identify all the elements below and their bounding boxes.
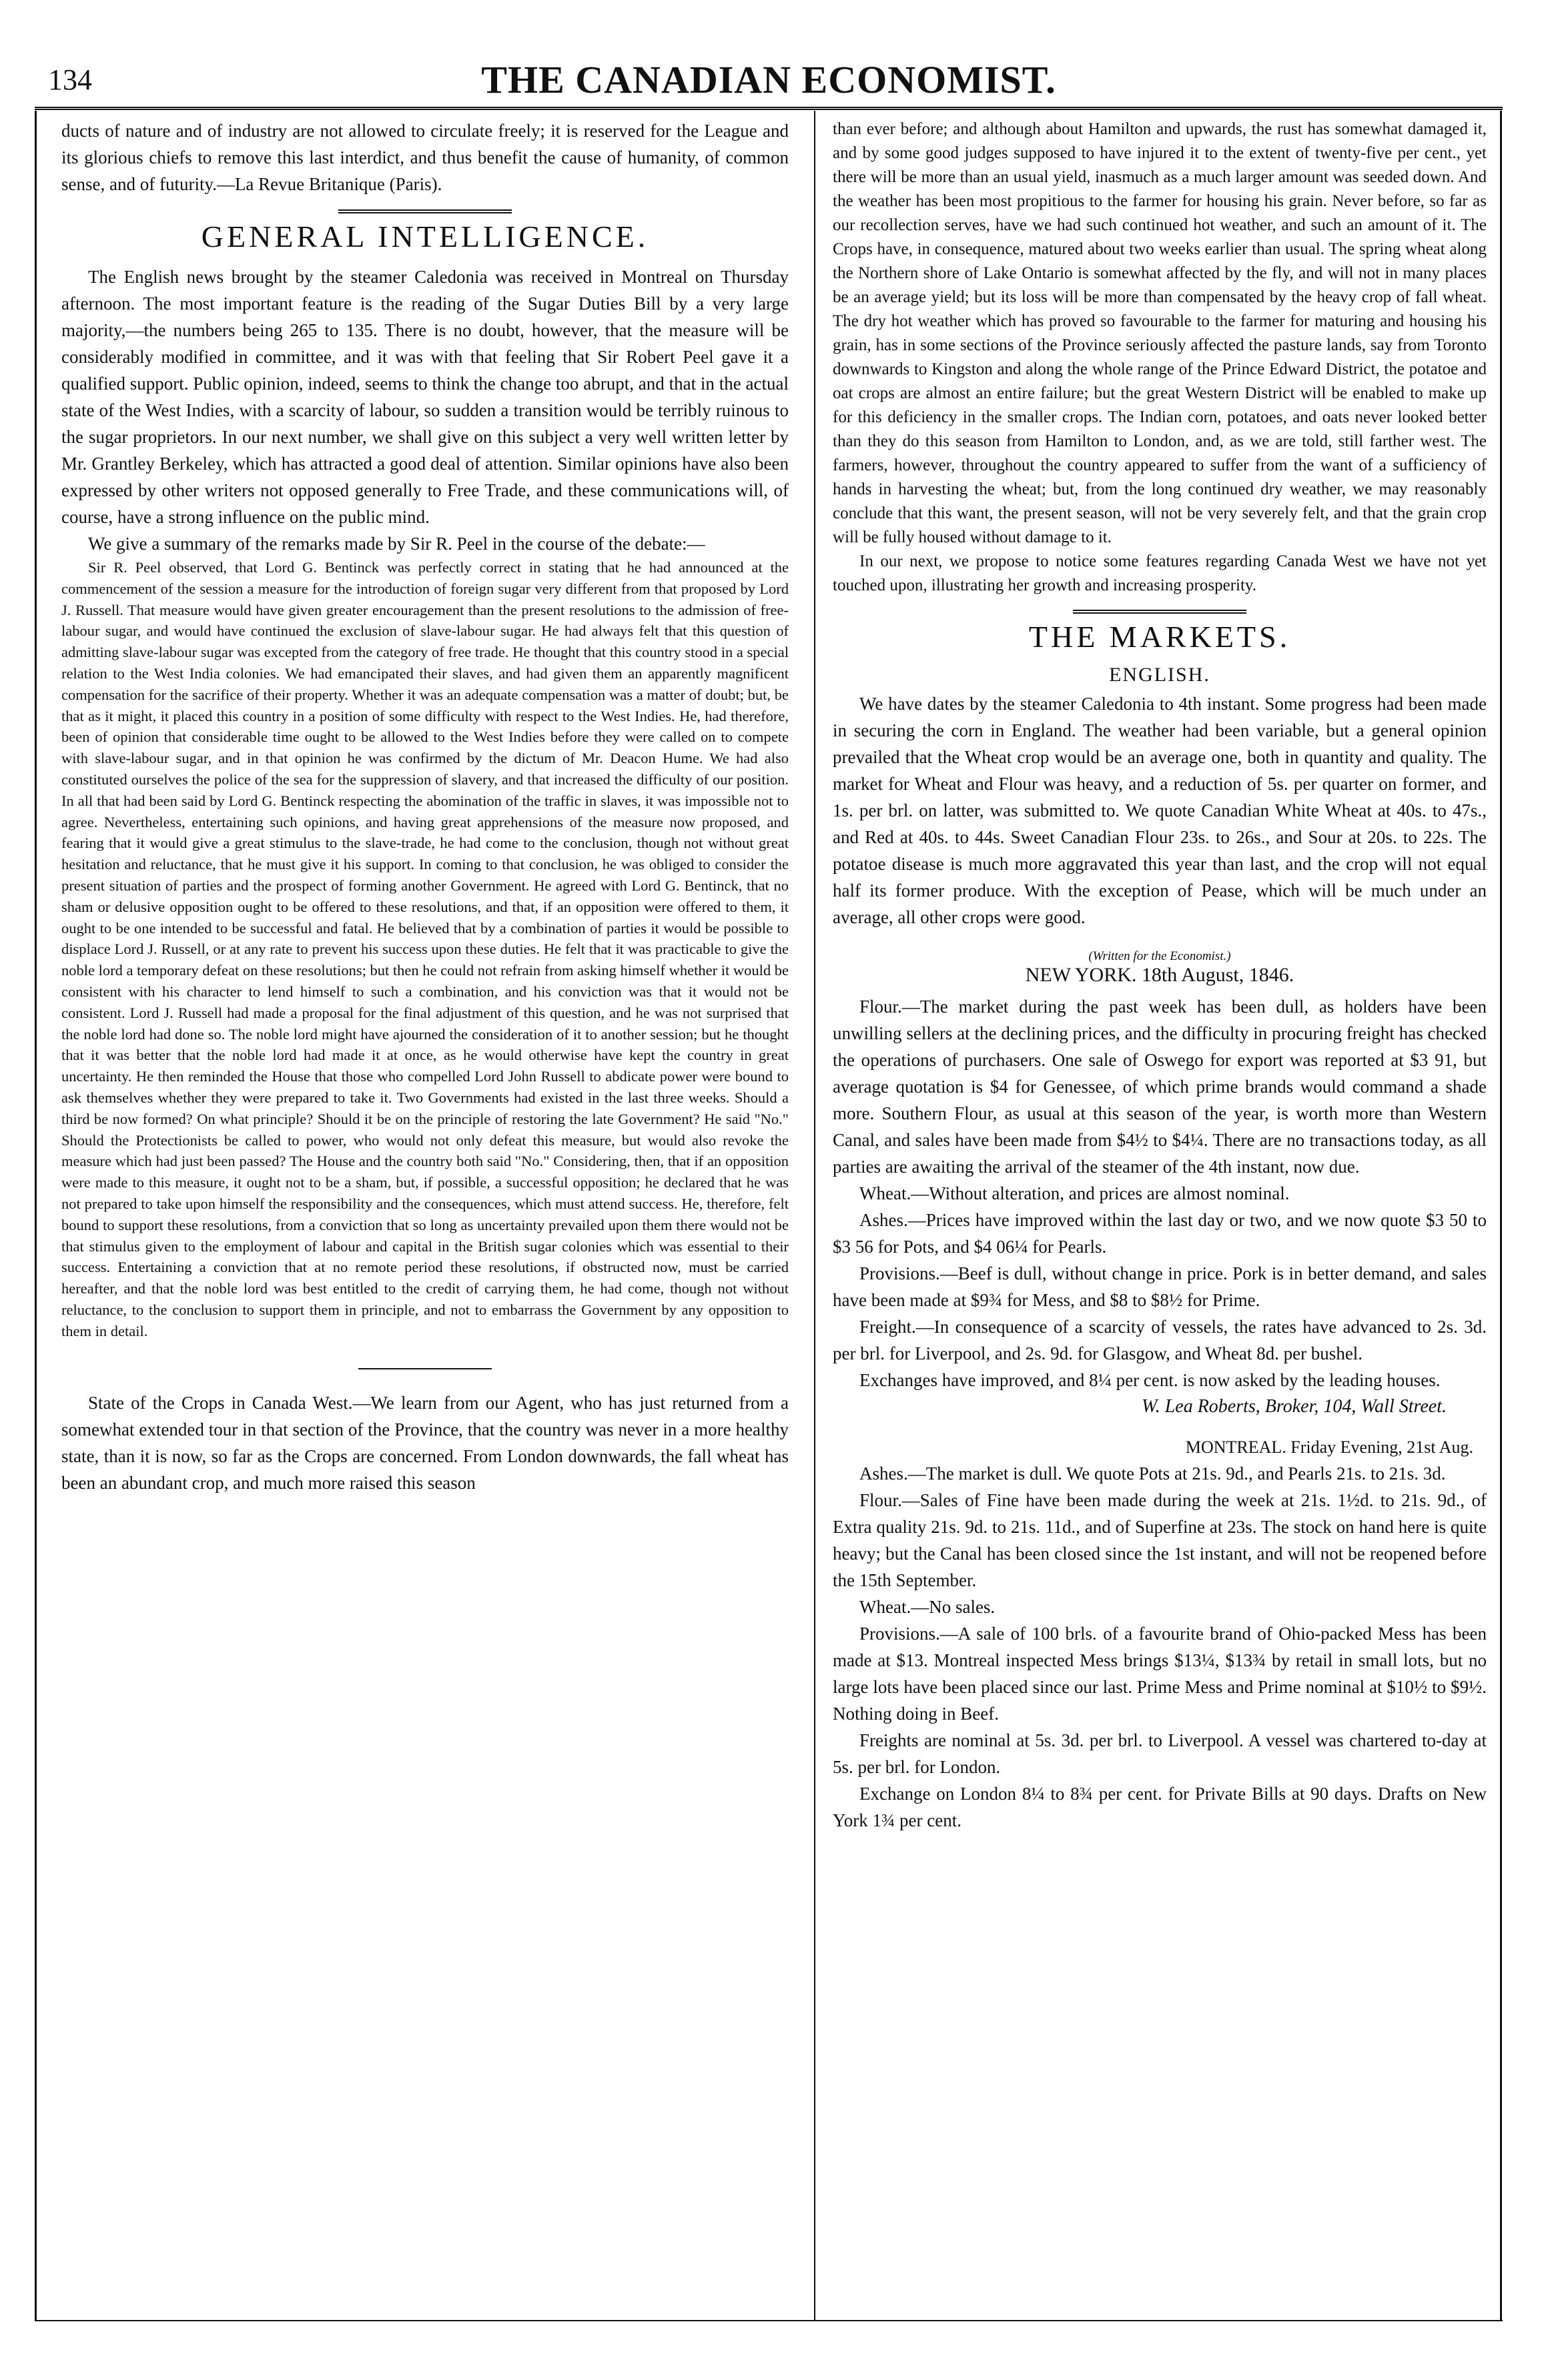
left-column <box>61 117 789 2319</box>
ny-wheat-paragraph: Wheat.—Without alteration, and prices are almost nominal. <box>859 1183 1290 1203</box>
written-for-note: (Written for the Economist.) <box>1088 949 1231 963</box>
new-york-heading: NEW YORK. 18th August, 1846. <box>1025 964 1294 986</box>
mtl-flour-paragraph: Flour.—Sales of Fine have been made during the week at 21s. 1½d. to 21s. 9d., of Extra quality 21s. 9d. to 21s. 11d., and of Superfine at 23s. The stock on hand here is quite heavy; but the Canal has been closed since the 1st instant, and will not be reopened before the 15th September. <box>833 1490 1487 1590</box>
crops-next-paragraph: In our next, we propose to notice some features regarding Canada West we have not yet touched upon, illustrating her growth and increasing prosperity. <box>833 552 1487 594</box>
page-number: 134 <box>48 63 92 96</box>
page-header <box>35 53 1503 109</box>
ny-freight-paragraph: Freight.—In consequence of a scarcity of vessels, the rates have advanced to 2s. 3d. per brl. for Liverpool, and 2s. 9d. for Glasgow, and Wheat 8d. per bushel. <box>833 1317 1487 1363</box>
right-column <box>833 117 1487 2319</box>
broker-signature: W. Lea Roberts, Broker, 104, Wall Street. <box>1141 1396 1447 1417</box>
section-rule <box>1073 610 1246 614</box>
ny-ashes-paragraph: Ashes.—Prices have improved within the last day or two, and we now quote $3 50 to $3 56 for Pots, and $4 06¼ for Pearls. <box>833 1210 1487 1257</box>
mtl-wheat-paragraph: Wheat.—No sales. <box>859 1597 996 1617</box>
general-intelligence-heading: GENERAL INTELLIGENCE. <box>201 219 649 253</box>
frame-right-rule <box>1500 111 1502 2320</box>
ny-flour-paragraph: Flour.—The market during the past week has been dull, as holders have been unwilling sellers at the declining prices, and the difficulty in procuring freight has checked the operations of purchasers. One sale of Oswego for export was reported at $3 91, but average quotation is $4 for Genessee, of which prime brands would command a shade more. Southern Flour, as usual at this season of the year, is worth more than Western Canal, and sales have been made from $4½ to $4¼. There are no transactions today, as all parties are awaiting the arrival of the steamer of the 4th instant, now due. <box>833 997 1487 1177</box>
crops-paragraph: State of the Crops in Canada West.—We learn from our Agent, who has just returned from a somewhat extended tour in that section of the Province, that the country was never in a more healthy state, than it is now, so far as the Crops are concerned. From London downwards, the fall wheat has been an abundant crop, and much more raised this season <box>61 1393 789 1494</box>
intro-paragraph: ducts of nature and of industry are not allowed to circulate freely; it is reserved for the League and its glorious chiefs to remove this last interdict, and thus benefit the cause of humanity, of common sense, and of futurity.—La Revue Britanique (Paris). <box>61 121 789 194</box>
section-rule <box>358 1368 492 1369</box>
crops-continued-paragraph: than ever before; and although about Hamilton and upwards, the rust has somewhat damaged it, and by some good judges supposed to have injured it to the extent of twenty-five per cent., yet there will be more than an usual yield, inasmuch as a much larger amount was seeded down. And the weather has been most propitious to the farmer for housing his grain. Never before, so far as our recollection serves, have we had such continued hot weather, and such an amount of it. The Crops have, in consequence, matured about two weeks earlier than usual. The spring wheat along the Northern shore of Lake Ontario is somewhat affected by the fly, and will not in many places be an average yield; but its loss will be more than compensated by the heavy crop of fall wheat. The dry hot weather which has proved so favourable to the farmer for maturing and housing his grain, has in some sections of the Province seriously affected the pasture lands, say from Toronto downwards to Kingston and along the whole range of the Prince Edward District, the potatoe and oat crops are almost an entire failure; but the great Western District will be enabled to make up for this deficiency in the smaller crops. The Indian corn, potatoes, and oats never looked better than they do this season from Hamilton to London, and, as we are told, still farther west. The farmers, however, throughout the country appeared to suffer from the want of a sufficiency of hands in harvesting the wheat; but, from the long continued dry weather, we may reasonably conclude that this want, the present season, will not be very severely felt, and that the grain crop will be fully housed without damage to it. <box>833 120 1487 546</box>
header-rule <box>35 107 1503 110</box>
mtl-freights-paragraph: Freights are nominal at 5s. 3d. per brl. to Liverpool. A vessel was chartered to-day at 5s. per brl. for London. <box>833 1730 1487 1777</box>
frame-left-rule <box>35 111 37 2320</box>
general-intelligence-paragraph: The English news brought by the steamer Caledonia was received in Montreal on Thursday afternoon. The most important feature is the reading of the Sugar Duties Bill by a very large majority,—the numbers being 265 to 135. There is no doubt, however, that the measure will be considerably modified in committee, and it was with that feeling that Sir Robert Peel gave it a qualified support. Public opinion, indeed, seems to think the change too abrupt, and that in the actual state of the West Indies, with a scarcity of labour, so sudden a transition would be terribly ruinous to the sugar proprietors. In our next number, we shall give on this subject a very well written letter by Mr. Grantley Berkeley, which has attracted a good deal of attention. Similar opinions have also been expressed by other writers not opposed generally to Free Trade, and these communications will, of course, have a strong influence on the public mind. <box>61 267 789 527</box>
mtl-provisions-paragraph: Provisions.—A sale of 100 brls. of a favourite brand of Ohio-packed Mess has been made at $13. Montreal inspected Mess brings $13¼, $13¾ by retail in small lots, but no large lots have been placed since our last. Prime Mess and Prime nominal at $10½ to $9½. Nothing doing in Beef. <box>833 1624 1487 1724</box>
english-market-paragraph: We have dates by the steamer Caledonia to 4th instant. Some progress had been made in securing the corn in England. The weather had been variable, but a general opinion prevailed that the Wheat crop would be an average one, both in quantity and quality. The market for Wheat and Flour was heavy, and a reduction of 5s. per quarter on former, and 1s. per brl. on latter, was submitted to. We quote Canadian White Wheat at 40s. to 47s., and Red at 40s. to 44s. Sweet Canadian Flour 23s. to 26s., and Sour at 20s. to 22s. The potatoe disease is much more aggravated this year than last, and the crop will not equal half its former produce. With the exception of Pease, which will be much under an average, all other crops were good. <box>833 694 1487 927</box>
ny-provisions-paragraph: Provisions.—Beef is dull, without change in price. Pork is in better demand, and sales have been made at $9¾ for Mess, and $8 to $8½ for Prime. <box>833 1263 1487 1310</box>
footer-rule <box>35 2320 1503 2321</box>
markets-heading: THE MARKETS. <box>1028 620 1291 654</box>
section-rule <box>338 209 512 213</box>
mtl-exchange-paragraph: Exchange on London 8¼ to 8¾ per cent. for Private Bills at 90 days. Drafts on New York 1¾ per cent. <box>833 1784 1487 1830</box>
masthead-title: THE CANADIAN ECONOMIST. <box>481 58 1056 101</box>
english-heading: ENGLISH. <box>1109 664 1210 686</box>
mtl-ashes-paragraph: Ashes.—The market is dull. We quote Pots at 21s. 9d., and Pearls 21s. to 21s. 3d. <box>859 1463 1446 1483</box>
peel-speech-paragraph: Sir R. Peel observed, that Lord G. Bentinck was perfectly correct in stating that he had announced at the commencement of the session a measure for the introduction of foreign sugar very different from that proposed by Lord J. Russell. That measure would have given greater encouragement than the present resolutions to the admission of free-labour sugar, and would have continued the exclusion of slave-labour sugar. He had always felt that this question of admitting slave-labour sugar was excepted from the category of free trade. He thought that this country stood in a special relation to the West India colonies. We had emancipated their slaves, and had given them an apparently magnificent compensation for the sacrifice of their property. Whether it was an adequate compensation was a matter of doubt; but, be that as it might, it placed this country in a position of some difficulty with respect to the West Indies. He, had therefore, been of opinion that considerable time ought to be allowed to the West Indies before they were called on to compete with slave-labour sugar, and in that opinion he was confirmed by the dictum of Mr. Deacon Hume. We had also constituted ourselves the police of the sea for the suppression of slavery, and that increased the difficulty of our position. In all that had been said by Lord G. Bentinck respecting the abomination of the traffic in slaves, it was impossible not to agree. Nevertheless, entertaining such opinions, and having great apprehensions of the measure now proposed, and fearing that it would give a great stimulus to the slave-trade, he had come to the conclusion, though not without great hesitation and reluctance, that he must give it his support. In coming to that conclusion, he was obliged to consider the present situation of parties and the prospect of forming another Government. He agreed with Lord G. Bentinck, that no sham or delusive opposition ought to be offered to these resolutions, and that, if an opposition were offered to them, it ought to be one intended to be successful and fatal. He believed that by a combination of parties it would be possible to displace Lord J. Russell, or at any rate to prevent his success upon these duties. He felt that it was practicable to give the noble lord a temporary defeat on these resolutions; but then he could not refrain from asking himself whether it would be consistent with his character to lend himself to such a combination, and his conviction was that it would not be consistent. Lord J. Russell had made a proposal for the final adjustment of this question, and he was not surprised that the noble lord had done so. The noble lord might have ajourned the consideration of it to another session; but he thought that it was better that the noble lord had made it at once, as he would otherwise have kept the country in great uncertainty. He then reminded the House that those who compelled Lord John Russell to abdicate power were bound to ask themselves whether they were prepared to take it. Two Governments had existed in the last three weeks. Should a third be now formed? On what principle? Should it be on the principle of restoring the late Government? He said "No." Should the Protectionists be called to power, who would not only defeat this measure, but would also revoke the measure which had just been passed? The House and the country both said "No." Considering, then, that if an opposition were made to this measure, it ought not to be a sham, but, if possible, a successful opposition; he declared that he was not prepared to take upon himself the responsibility and the consequences, which must attend success. He, therefore, felt bound to support these resolutions, from a conviction that so long as uncertainty prevailed upon them there would not be that stimulus given to the employment of labour and capital in the British sugar colonies which was essential to their success. Entertaining a conviction that at no remote period these resolutions, if obstructed now, must be carried hereafter, and that the noble lord was best entitled to the credit of carrying them, he had come, though not without reluctance, to the conclusion to support them in principle, and not to embarrass the Government by any opposition to them in detail. <box>61 559 789 1339</box>
ny-exchanges-paragraph: Exchanges have improved, and 8¼ per cent. is now asked by the leading houses. <box>859 1370 1441 1390</box>
column-divider <box>814 111 815 2320</box>
newspaper-page <box>35 53 1503 2321</box>
montreal-heading: MONTREAL. Friday Evening, 21st Aug. <box>1185 1437 1473 1457</box>
summary-paragraph: We give a summary of the remarks made by Sir R. Peel in the course of the debate:— <box>88 534 705 554</box>
